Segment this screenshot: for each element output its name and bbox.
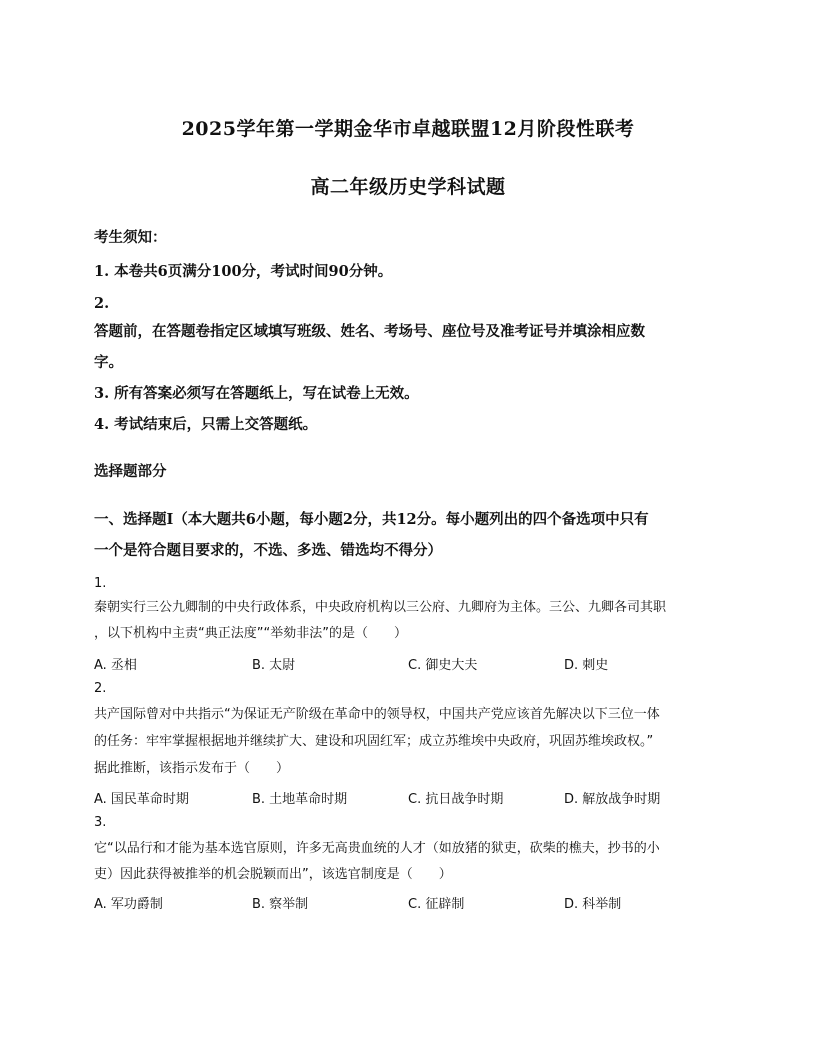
exam-subtitle: 高二年级历史学科试题 [310,176,506,198]
option-d: D. 解放战争时期 [564,792,661,807]
option-a: A. 军功爵制 [94,897,163,912]
option-a: A. 丞相 [94,658,137,673]
option-c: C. 抗日战争时期 [408,792,504,807]
notice-item-4: 4. 考试结束后，只需上交答题纸。 [94,416,318,433]
question-text-line: 的任务：牢牢掌握根据地并继续扩大、建设和巩固红军；成立苏维埃中央政府，巩固苏维埃政权。” [94,734,654,749]
part1-instructions-line-2: 一个是符合题目要求的，不选、多选、错选均不得分） [94,542,442,559]
notice-item-3: 3. 所有答案必须写在答题纸上，写在试卷上无效。 [94,385,419,402]
exam-title: 2025学年第一学期金华市卓越联盟12月阶段性联考 [181,118,635,140]
notice-item-2-line-2: 字。 [94,354,123,371]
question-text-line: 吏）因此获得被推举的机会脱颖而出”，该选官制度是（ ） [94,867,452,882]
question-options [94,788,734,806]
question-options [94,893,734,911]
option-b: B. 太尉 [252,658,296,673]
question-text-line: 它“以品行和才能为基本选官原则，许多无高贵血统的人才（如放猪的狱吏，砍柴的樵夫，抄书的小 [94,841,660,856]
question-text-line: 共产国际曾对中共指示“为保证无产阶级在革命中的领导权，中国共产党应该首先解决以下三位一体 [94,707,660,722]
question-text-line: ，以下机构中主责“典正法度”“举劾非法”的是（ ） [94,626,407,641]
question-text-line: 秦朝实行三公九卿制的中央行政体系，中央政府机构以三公府、九卿府为主体。三公、九卿各司其职 [94,600,667,615]
question-number: 2. [94,681,107,696]
question-number: 3. [94,815,107,830]
option-d: D. 刺史 [564,658,609,673]
question-text-line: 据此推断，该指示发布于（ ） [94,761,290,776]
option-d: D. 科举制 [564,897,622,912]
part1-instructions-line-1: 一、选择题Ⅰ（本大题共6小题，每小题2分，共12分。每小题列出的四个备选项中只有 [94,511,649,528]
option-b: B. 土地革命时期 [252,792,348,807]
option-a: A. 国民革命时期 [94,792,189,807]
notice-item-1: 1. 本卷共6页满分100分，考试时间90分钟。 [94,263,393,280]
question-options [94,654,734,672]
notice-item-2-number: 2. [94,295,110,312]
option-c: C. 征辟制 [408,897,465,912]
question-number: 1. [94,576,107,591]
section-heading: 选择题部分 [94,463,167,480]
notice-heading: 考生须知： [94,229,167,246]
option-c: C. 御史大夫 [408,658,478,673]
option-b: B. 察举制 [252,897,309,912]
notice-item-2-line-1: 答题前，在答题卷指定区域填写班级、姓名、考场号、座位号及准考证号并填涂相应数 [94,323,645,340]
